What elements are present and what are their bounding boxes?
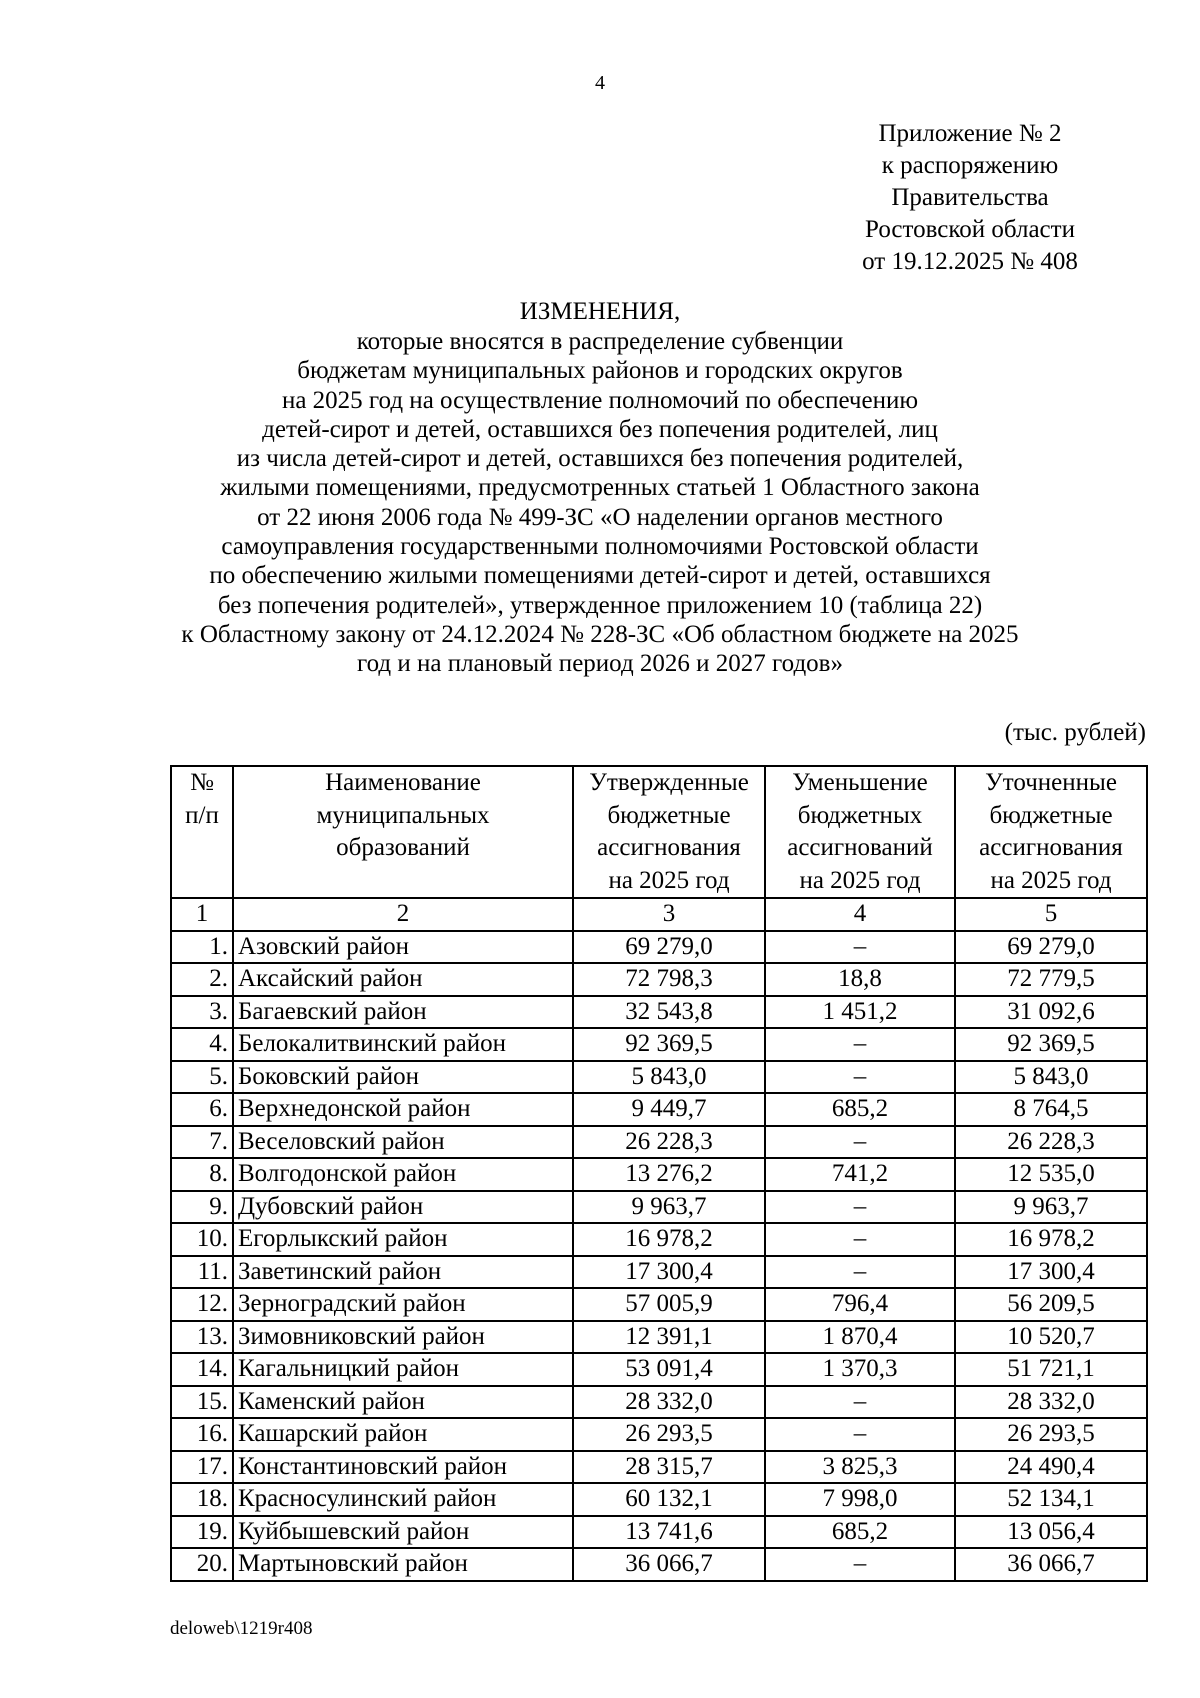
subtitle-line: к Областному закону от 24.12.2024 № 228-ЗС «Об областном бюджете на 2025 (181, 620, 1019, 648)
approved-amount-cell: 12 391,1 (573, 1321, 765, 1354)
table-row (171, 963, 1147, 996)
column-header (955, 766, 1147, 898)
column-header (233, 766, 573, 898)
refined-amount-cell: 72 779,5 (955, 963, 1147, 996)
subtitle-line: от 22 июня 2006 года № 499-ЗС «О наделении органов местного (257, 503, 943, 531)
table-row (171, 1061, 1147, 1094)
column-numbers-row (171, 898, 1147, 931)
footer-code: deloweb\1219r408 (170, 1618, 313, 1639)
municipality-name-cell: Зерноградский район (233, 1288, 573, 1321)
decrease-amount-cell: – (765, 1061, 955, 1094)
row-number-cell: 6. (171, 1093, 233, 1126)
document-subtitle (150, 327, 1050, 679)
column-number-cell: 4 (765, 898, 955, 931)
approved-amount-cell: 17 300,4 (573, 1256, 765, 1289)
subtitle-line: детей-сирот и детей, оставшихся без попечения родителей, лиц (262, 415, 938, 443)
subtitle-line: из числа детей-сирот и детей, оставшихся без попечения родителей, (236, 445, 964, 473)
municipality-name-cell: Азовский район (233, 931, 573, 964)
approved-amount-cell: 9 449,7 (573, 1093, 765, 1126)
row-number-cell: 15. (171, 1386, 233, 1419)
appendix-line: к распоряжению (881, 152, 1059, 179)
table-header-row (171, 766, 1147, 898)
appendix-line: Ростовской области (865, 216, 1075, 243)
refined-amount-cell: 24 490,4 (955, 1451, 1147, 1484)
approved-amount-cell: 92 369,5 (573, 1028, 765, 1061)
approved-amount-cell: 13 276,2 (573, 1158, 765, 1191)
row-number-cell: 16. (171, 1418, 233, 1451)
table-row (171, 1483, 1147, 1516)
decrease-amount-cell: – (765, 931, 955, 964)
document-title: ИЗМЕНЕНИЯ, (519, 298, 681, 325)
column-number-cell: 5 (955, 898, 1147, 931)
subtitle-line: бюджетам муниципальных районов и городских округов (297, 357, 903, 385)
subtitle-line: жилыми помещениями, предусмотренных статьей 1 Областного закона (220, 474, 980, 502)
refined-amount-cell: 36 066,7 (955, 1548, 1147, 1581)
table-row (171, 1418, 1147, 1451)
approved-amount-cell: 72 798,3 (573, 963, 765, 996)
approved-amount-cell: 53 091,4 (573, 1353, 765, 1386)
table-row (171, 1028, 1147, 1061)
column-header (573, 766, 765, 898)
row-number-cell: 13. (171, 1321, 233, 1354)
column-number-cell: 3 (573, 898, 765, 931)
approved-amount-cell: 9 963,7 (573, 1191, 765, 1224)
column-header-line: Наименование (325, 769, 481, 796)
approved-amount-cell: 26 293,5 (573, 1418, 765, 1451)
refined-amount-cell: 56 209,5 (955, 1288, 1147, 1321)
row-number-cell: 7. (171, 1126, 233, 1159)
approved-amount-cell: 60 132,1 (573, 1483, 765, 1516)
decrease-amount-cell: 1 370,3 (765, 1353, 955, 1386)
refined-amount-cell: 10 520,7 (955, 1321, 1147, 1354)
municipality-name-cell: Верхнедонской район (233, 1093, 573, 1126)
approved-amount-cell: 26 228,3 (573, 1126, 765, 1159)
refined-amount-cell: 31 092,6 (955, 996, 1147, 1029)
decrease-amount-cell: – (765, 1418, 955, 1451)
table-row (171, 1256, 1147, 1289)
column-header-line: на 2025 год (608, 866, 730, 894)
approved-amount-cell: 69 279,0 (573, 931, 765, 964)
subtitle-line: без попечения родителей», утвержденное приложением 10 (таблица 22) (217, 591, 983, 619)
refined-amount-cell: 26 228,3 (955, 1126, 1147, 1159)
approved-amount-cell: 28 332,0 (573, 1386, 765, 1419)
refined-amount-cell: 92 369,5 (955, 1028, 1147, 1061)
municipality-name-cell: Егорлыкский район (233, 1223, 573, 1256)
subtitle-line: по обеспечению жилыми помещениями детей-сирот и детей, оставшихся (209, 562, 991, 590)
column-header-line: на 2025 год (799, 866, 921, 894)
row-number-cell: 3. (171, 996, 233, 1029)
page-number: 4 (595, 72, 605, 94)
table-row (171, 1548, 1147, 1581)
column-header-line: Утвержденные (589, 769, 749, 796)
table-row (171, 1321, 1147, 1354)
decrease-amount-cell: 3 825,3 (765, 1451, 955, 1484)
table-row (171, 1093, 1147, 1126)
table-row (171, 1126, 1147, 1159)
column-header-line: п/п (185, 801, 219, 829)
municipality-name-cell: Веселовский район (233, 1126, 573, 1159)
approved-amount-cell: 28 315,7 (573, 1451, 765, 1484)
subtitle-line: год и на плановый период 2026 и 2027 годов» (357, 650, 843, 678)
refined-amount-cell: 9 963,7 (955, 1191, 1147, 1224)
refined-amount-cell: 12 535,0 (955, 1158, 1147, 1191)
decrease-amount-cell: 1 451,2 (765, 996, 955, 1029)
refined-amount-cell: 28 332,0 (955, 1386, 1147, 1419)
row-number-cell: 11. (171, 1256, 233, 1289)
column-header-line: ассигнования (597, 834, 741, 861)
decrease-amount-cell: 741,2 (765, 1158, 955, 1191)
column-header (765, 766, 955, 898)
row-number-cell: 8. (171, 1158, 233, 1191)
table-row (171, 1223, 1147, 1256)
municipality-name-cell: Куйбышевский район (233, 1516, 573, 1549)
row-number-cell: 4. (171, 1028, 233, 1061)
row-number-cell: 2. (171, 963, 233, 996)
municipality-name-cell: Боковский район (233, 1061, 573, 1094)
row-number-cell: 10. (171, 1223, 233, 1256)
units-label: (тыс. рублей) (1004, 719, 1146, 746)
municipality-name-cell: Дубовский район (233, 1191, 573, 1224)
decrease-amount-cell: 796,4 (765, 1288, 955, 1321)
approved-amount-cell: 57 005,9 (573, 1288, 765, 1321)
column-header-line: муниципальных (316, 801, 490, 829)
appendix-line: Приложение № 2 (878, 120, 1062, 147)
column-header-line: № (190, 769, 214, 796)
row-number-cell: 1. (171, 931, 233, 964)
column-header (171, 766, 233, 898)
column-header-line: бюджетных (797, 801, 923, 829)
column-header-line: Уменьшение (792, 769, 928, 796)
row-number-cell: 20. (171, 1548, 233, 1581)
decrease-amount-cell: 7 998,0 (765, 1483, 955, 1516)
municipality-name-cell: Константиновский район (233, 1451, 573, 1484)
approved-amount-cell: 36 066,7 (573, 1548, 765, 1581)
appendix-block (840, 118, 1100, 278)
row-number-cell: 19. (171, 1516, 233, 1549)
row-number-cell: 17. (171, 1451, 233, 1484)
column-header-line: образований (336, 834, 470, 861)
table-row (171, 931, 1147, 964)
budget-table (170, 765, 1148, 1582)
decrease-amount-cell: 685,2 (765, 1093, 955, 1126)
column-number-cell: 2 (233, 898, 573, 931)
municipality-name-cell: Аксайский район (233, 963, 573, 996)
refined-amount-cell: 13 056,4 (955, 1516, 1147, 1549)
municipality-name-cell: Кагальницкий район (233, 1353, 573, 1386)
municipality-name-cell: Белокалитвинский район (233, 1028, 573, 1061)
subtitle-line: самоуправления государственными полномочиями Ростовской области (221, 533, 979, 561)
table-row (171, 996, 1147, 1029)
decrease-amount-cell: 685,2 (765, 1516, 955, 1549)
column-header-line: на 2025 год (990, 866, 1112, 894)
approved-amount-cell: 32 543,8 (573, 996, 765, 1029)
decrease-amount-cell: – (765, 1126, 955, 1159)
row-number-cell: 9. (171, 1191, 233, 1224)
refined-amount-cell: 52 134,1 (955, 1483, 1147, 1516)
municipality-name-cell: Кашарский район (233, 1418, 573, 1451)
municipality-name-cell: Багаевский район (233, 996, 573, 1029)
decrease-amount-cell: – (765, 1191, 955, 1224)
table-row (171, 1158, 1147, 1191)
column-header-line: бюджетные (989, 801, 1113, 829)
refined-amount-cell: 8 764,5 (955, 1093, 1147, 1126)
row-number-cell: 14. (171, 1353, 233, 1386)
table-row (171, 1451, 1147, 1484)
municipality-name-cell: Мартыновский район (233, 1548, 573, 1581)
subtitle-line: которые вносятся в распределение субвенции (356, 328, 844, 355)
approved-amount-cell: 5 843,0 (573, 1061, 765, 1094)
table-row (171, 1353, 1147, 1386)
decrease-amount-cell: 1 870,4 (765, 1321, 955, 1354)
decrease-amount-cell: – (765, 1548, 955, 1581)
decrease-amount-cell: – (765, 1386, 955, 1419)
row-number-cell: 18. (171, 1483, 233, 1516)
refined-amount-cell: 26 293,5 (955, 1418, 1147, 1451)
row-number-cell: 12. (171, 1288, 233, 1321)
column-header-line: бюджетные (607, 801, 731, 829)
approved-amount-cell: 13 741,6 (573, 1516, 765, 1549)
subtitle-line: на 2025 год на осуществление полномочий по обеспечению (281, 386, 919, 414)
column-header-line: ассигнования (979, 834, 1123, 861)
municipality-name-cell: Каменский район (233, 1386, 573, 1419)
refined-amount-cell: 17 300,4 (955, 1256, 1147, 1289)
column-number-cell: 1 (171, 898, 233, 931)
table-row (171, 1288, 1147, 1321)
appendix-line: от 19.12.2025 № 408 (862, 248, 1078, 275)
refined-amount-cell: 69 279,0 (955, 931, 1147, 964)
refined-amount-cell: 16 978,2 (955, 1223, 1147, 1256)
table-row (171, 1386, 1147, 1419)
column-header-line: ассигнований (787, 834, 933, 861)
municipality-name-cell: Волгодонской район (233, 1158, 573, 1191)
refined-amount-cell: 5 843,0 (955, 1061, 1147, 1094)
municipality-name-cell: Красносулинский район (233, 1483, 573, 1516)
row-number-cell: 5. (171, 1061, 233, 1094)
column-header-line: Уточненные (985, 769, 1117, 796)
table-row (171, 1516, 1147, 1549)
decrease-amount-cell: 18,8 (765, 963, 955, 996)
appendix-line: Правительства (891, 184, 1049, 211)
approved-amount-cell: 16 978,2 (573, 1223, 765, 1256)
municipality-name-cell: Зимовниковский район (233, 1321, 573, 1354)
municipality-name-cell: Заветинский район (233, 1256, 573, 1289)
refined-amount-cell: 51 721,1 (955, 1353, 1147, 1386)
table-row (171, 1191, 1147, 1224)
decrease-amount-cell: – (765, 1256, 955, 1289)
decrease-amount-cell: – (765, 1028, 955, 1061)
decrease-amount-cell: – (765, 1223, 955, 1256)
